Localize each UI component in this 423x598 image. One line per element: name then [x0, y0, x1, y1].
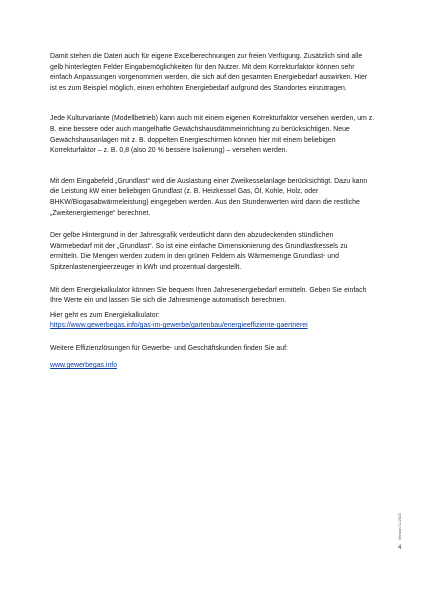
paragraph-jahresgrafik: Der gelbe Hintergrund in der Jahresgrafik verdeutlicht dann den abzudeckenden stündlichen Wärmebedarf mit der „Grundlast“. So ist eine einfache Dimensionierung des Grundlastkessels zu ermitteln. Die Mengen werden zudem in den grünen Feldern als Wärmemenge Grundlast- und Spitzenlastenergieerzeuger in kWh und prozentual dargestellt.: [50, 232, 348, 271]
version-label: Version 11/2022: [398, 512, 402, 540]
calculator-intro-text: Hier geht es zum Energiekalkulator:: [50, 311, 160, 319]
paragraph-kulturvariante: Jede Kulturvariante (Modellbetrieb) kann auch mit einem eigenen Korrekturfaktor versehen werden, um z. B. eine bessere oder auch mangelhafte Gewächshausdämmeinrichtung zu berücksichtigen. Neue Gewächshausanlagen mit z. B. doppelten Energieschirmen können hier mit einem beliebigen Korrekturfaktor – z. B. 0,8 (also 20 % bessere Isolierung) – versehen werden.: [50, 115, 375, 155]
paragraph-grundlast: Mit dem Eingabefeld „Grundlast“ wird die Auslastung einer Zweikesselanlage berücksichtigt. Dazu kann die Leistung kW einer beliebigen Grundlast (z. B. Heizkessel Gas, Öl, Kohle, Holz, oder BHKW/Biogasabwärmeleistung) eingegeben werden. Aus den Stundenwerten wird dann die restliche „Zweitenergiemenge“ berechnet.: [50, 177, 368, 217]
paragraph-excel-data: Damit stehen die Daten auch für eigene Excelberechnungen zur freien Verfügung. Zusätzlich sind alle gelb hinterlegten Felder Eingabemöglichkeiten für den Nutzer. Mit dem Korrekturfaktor können sehr einfach Anpassungen vorgenommen werden, die sich auf den gesamten Energiebedarf auswirken. Hier ist es zum Beispiel möglich, einen erhöhten Energiebedarf aufgrund des Standortes einzutragen.: [50, 53, 368, 92]
more-solutions-text: Weitere Effizienzlösungen für Gewerbe- und Geschäftskunden finden Sie auf:: [50, 344, 288, 352]
paragraph-energiekalkulator: Mit dem Energiekalkulator können Sie bequem Ihren Jahresenergiebedarf ermitteln. Geben Sie einfach Ihre Werte ein und lassen Sie sich die Jahresmenge automatisch berechnen.: [50, 286, 367, 305]
site-link[interactable]: www.gewerbegas.info: [50, 362, 118, 370]
document-body: [50, 52, 375, 372]
calculator-link[interactable]: https://www.gewerbegas.info/gas-im-gewerbe/gartenbau/energieeffiziente-gaertnerei: [50, 322, 308, 330]
page-number: 4: [398, 545, 402, 551]
